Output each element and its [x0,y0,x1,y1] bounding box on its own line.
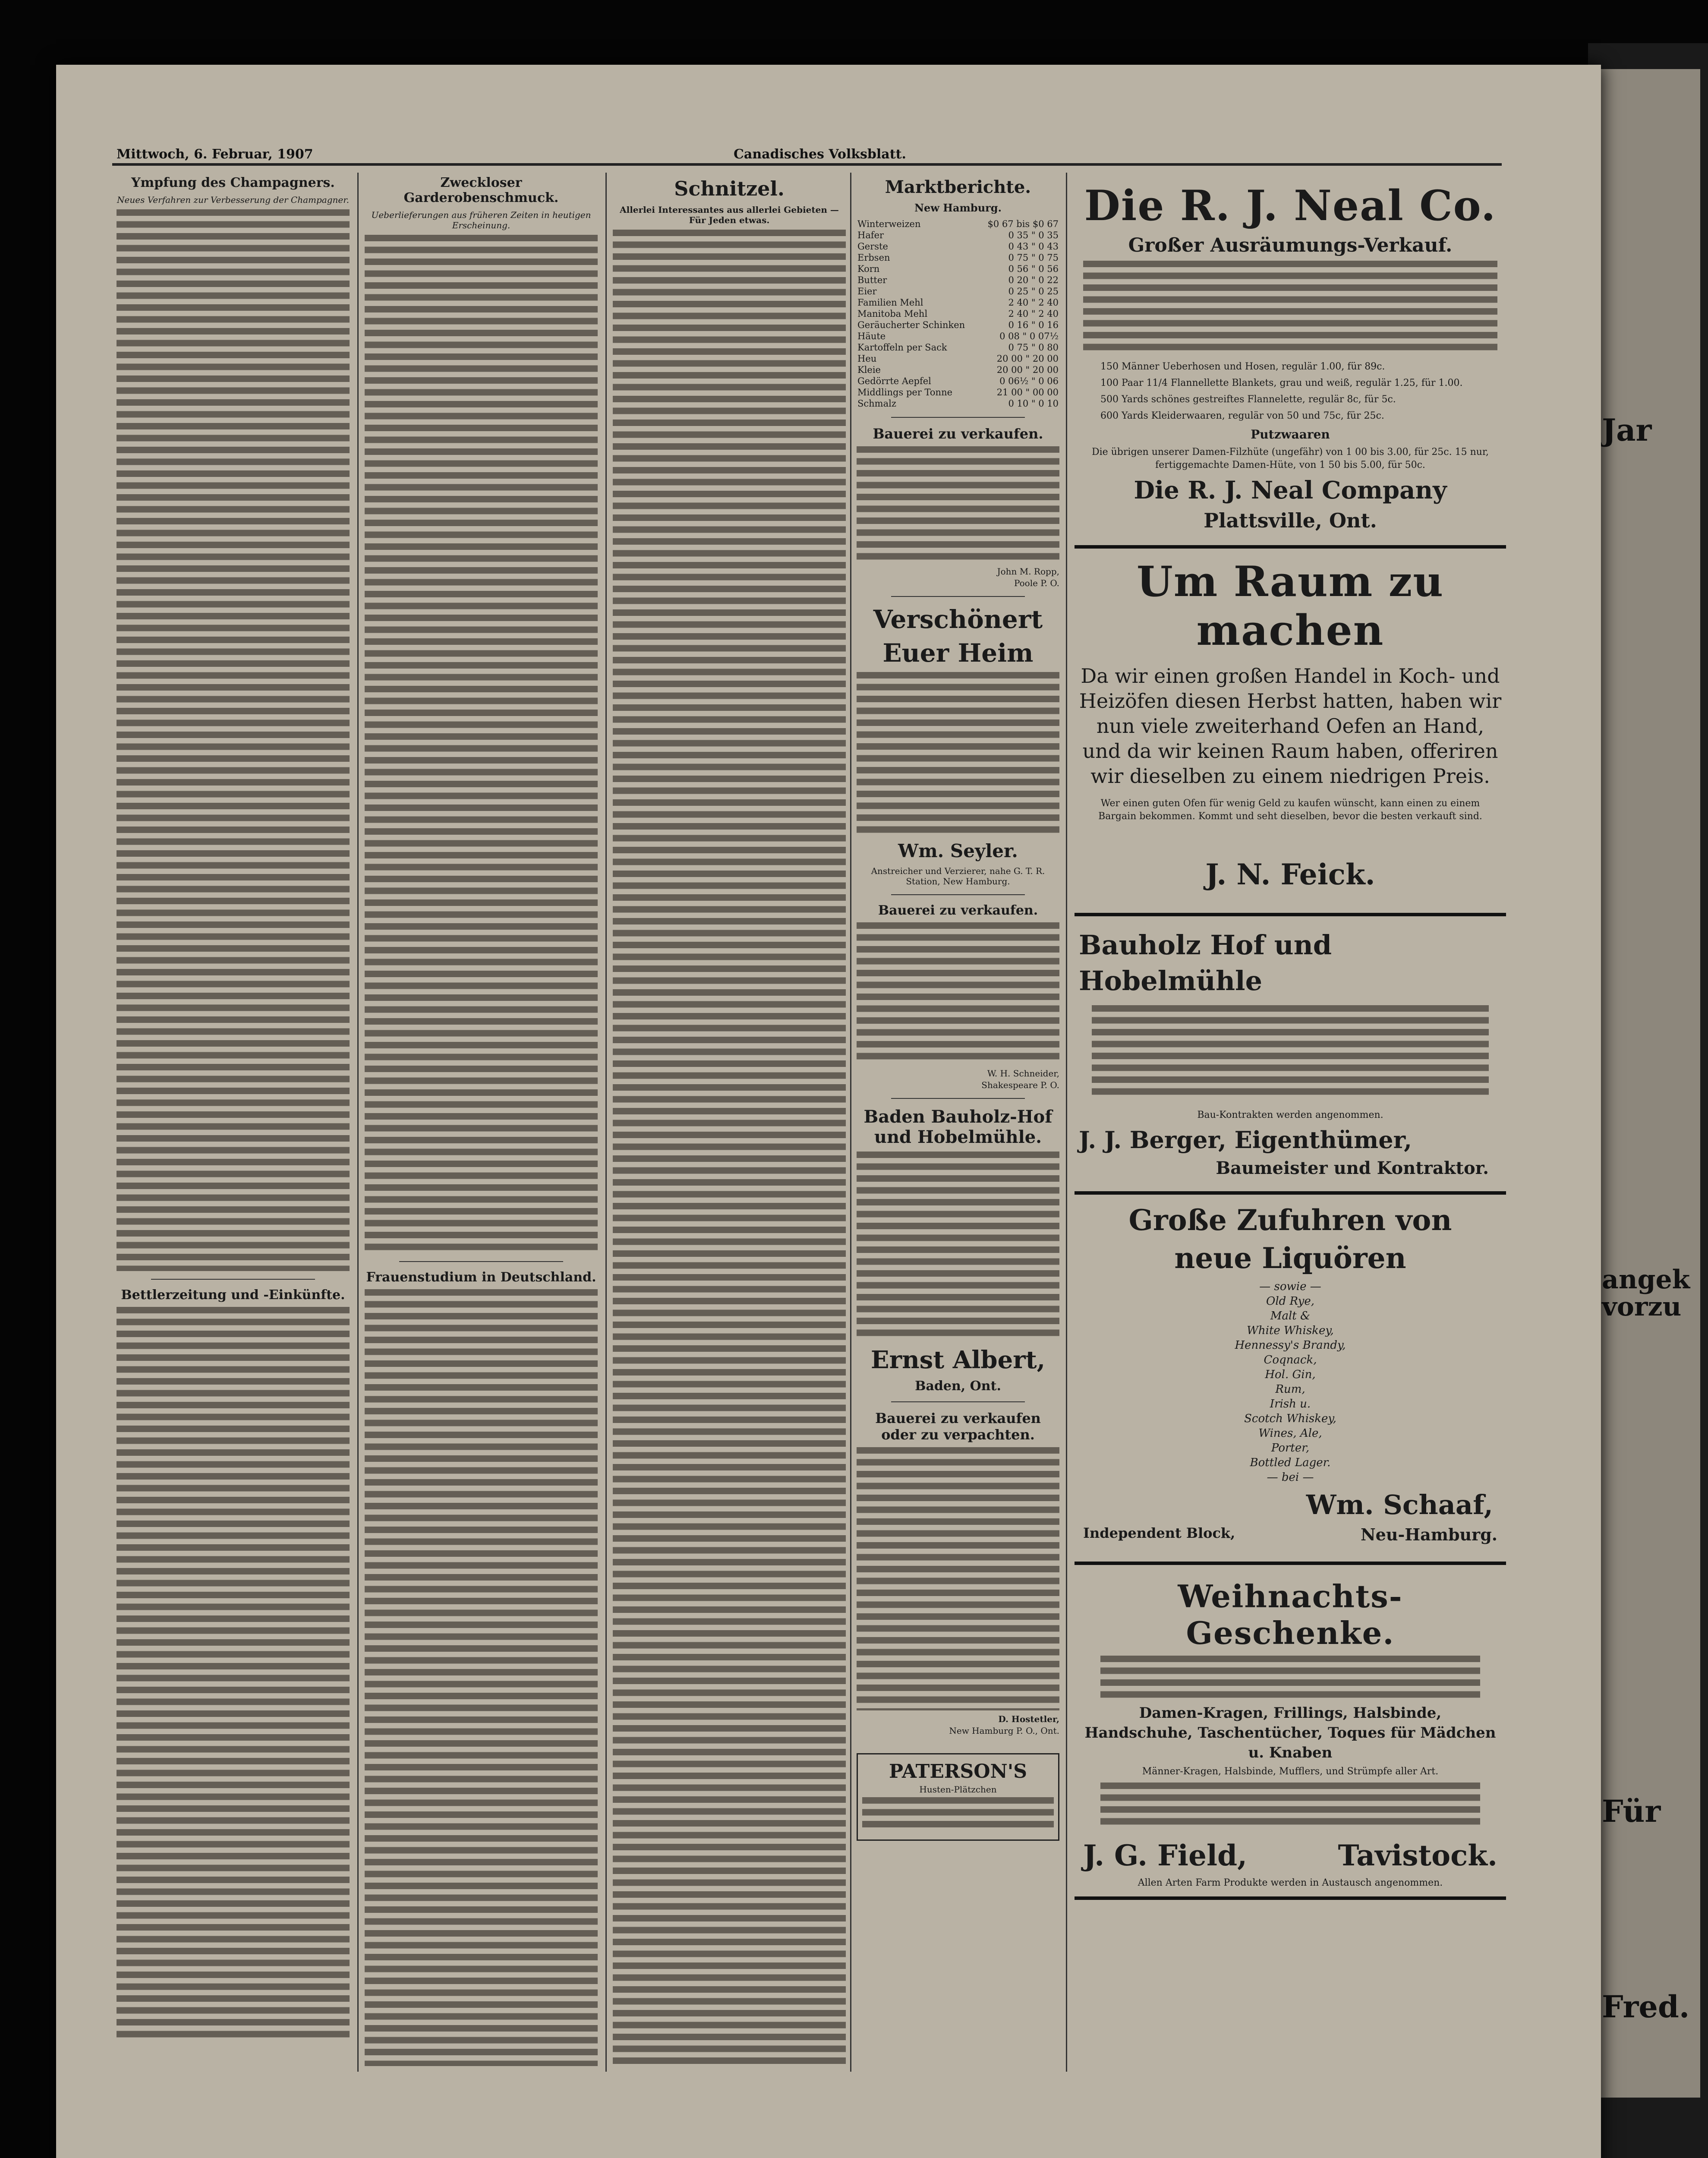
article-subheading: Neues Verfahren zur Verbesserung der Champagner. [117,195,349,205]
field-signature: J. G. Field, [1083,1839,1248,1872]
market-row [857,308,1059,319]
edge-text-3: Für [1602,1793,1661,1829]
issue-date: Mittwoch, 6. Februar, 1907 [117,147,313,162]
neal-putz-line: Die übrigen unserer Damen-Filzhüte (ungefähr) von 1 00 bis 3.00, für 25c. 15 nur, fertiggemachte Damen-Hüte, von 1 50 bis 5.00, für 50c. [1091,447,1489,470]
article-body [117,1307,350,2041]
edge-text-4: Fred. [1602,1989,1690,2025]
schaaf-footer [1083,1525,1497,1544]
feick-small: Wer einen guten Ofen für wenig Geld zu kaufen wünscht, kann einen zu einem Bargain bekommen. Kommt und seht dieselben, bevor die besten verkauft sind. [1098,798,1482,822]
market-value: 2 40 " 2 40 [1008,297,1059,308]
ad-heading: Bauerei zu verkaufen oder zu verpachten. [875,1410,1041,1443]
ad-body [857,446,1059,563]
market-item: Heu [857,353,877,364]
schaaf-block: Independent Block, [1083,1525,1235,1541]
schaaf-bei: — bei — [1267,1471,1314,1484]
article-heading: Schnitzel. [674,177,785,200]
market-table [857,218,1059,409]
field-body [1100,1656,1480,1699]
article-body [117,209,350,1271]
article-body [365,1289,598,2066]
market-row [857,241,1059,252]
feick-title: Um Raum zu machen [1136,557,1444,655]
ad-headline: Baden Bauholz-Hof und Hobelmühle. [863,1107,1053,1147]
market-item: Korn [857,264,880,274]
column-1 [117,173,350,2098]
market-row [857,353,1059,364]
liquor-item: Malt & [1270,1309,1311,1322]
market-row [857,263,1059,274]
field-signature-row [1083,1839,1497,1872]
market-value: 21 00 " 00 00 [996,387,1059,398]
market-row [857,319,1059,331]
schaaf-name: Wm. Schaaf, [1306,1489,1493,1521]
ad-place: Baden, Ont. [915,1379,1001,1394]
ad-small: Anstreicher und Verzierer, nahe G. T. R. Station, New Hamburg. [871,866,1045,887]
ad-name: Ernst Albert, [870,1346,1046,1374]
neal-place: Plattsville, Ont. [1204,509,1377,532]
market-row [857,252,1059,263]
market-value: 20 00 " 20 00 [996,365,1059,375]
column-2 [365,173,598,2098]
market-item: Familien Mehl [857,297,923,308]
ad-heading: Bauerei zu verkaufen. [878,903,1038,918]
patersons-brand: PATERSON'S [889,1760,1027,1783]
column-5 [1075,173,1506,2098]
article-body [613,230,846,2064]
feick-signature: J. N. Feick. [1205,858,1375,891]
patersons-sub: Husten-Plätzchen [919,1784,997,1795]
berger-small: Bau-Kontrakten werden angenommen. [1197,1110,1383,1120]
market-value: 2 40 " 2 40 [1008,309,1059,319]
article-body [365,235,598,1253]
berger-body [1092,1005,1489,1100]
neal-title: Die R. J. Neal Co. [1084,181,1497,230]
column-4 [857,173,1059,2098]
market-value: 0 10 " 0 10 [1008,398,1059,409]
market-value: 20 00 " 20 00 [996,353,1059,364]
neal-item: 600 Yards Kleiderwaaren, regulär von 50 und 75c, für 25c. [1100,410,1384,421]
column-rule [850,173,851,2072]
market-row [857,398,1059,409]
ad-headline: Verschönert [873,605,1043,634]
schaaf-ad [1075,1191,1506,1549]
market-item: Häute [857,331,886,341]
ad-body [857,922,1059,1065]
article-subheading: Ueberlieferungen aus früheren Zeiten in heutigen Erscheinung. [371,210,591,230]
liquor-item: Rum, [1275,1383,1305,1396]
column-rule [1066,173,1067,2072]
market-value: 0 20 " 0 22 [1008,275,1059,285]
market-item: Geräucherter Schinken [857,320,965,330]
schaaf-title-2: neue Liquören [1174,1241,1406,1275]
ad-place: Poole P. O. [1014,578,1059,588]
market-value: 0 35 " 0 35 [1008,230,1059,240]
liquor-item: White Whiskey, [1247,1324,1334,1337]
liquor-item: Wines, Ale, [1258,1427,1322,1440]
market-row [857,364,1059,375]
separator [891,894,1025,895]
field-place: Tavistock. [1338,1839,1497,1872]
market-value: 0 43 " 0 43 [1008,241,1059,252]
berger-title-2: Hobelmühle [1079,965,1263,997]
separator [891,596,1025,597]
edge-text-1: Jar [1602,412,1652,448]
field-title: Weihnachts-Geschenke. [1178,1578,1403,1651]
neal-body [1083,261,1497,356]
market-item: Kartoffeln per Sack [857,342,947,353]
market-title: Marktberichte. [885,177,1031,197]
field-line-2: Männer-Kragen, Halsbinde, Mufflers, und Strümpfe aller Art. [1142,1766,1439,1777]
separator [891,1401,1025,1402]
adjacent-page-strip [1597,69,1700,2098]
ad-body [857,672,1059,836]
market-item: Hafer [857,230,884,240]
neal-item: 150 Männer Ueberhosen und Hosen, regulär 1.00, für 89c. [1100,361,1385,372]
feick-text: Da wir einen großen Handel in Koch- und Heizöfen diesen Herbst hatten, haben wir nun viele zweiterhand Oefen an Hand, und da wir keinen Raum haben, offeriren wir dieselben zu einem niedrigen Preis. [1079,664,1502,788]
edge-text-2: angek vorzu [1602,1264,1690,1322]
market-item: Kleie [857,365,881,375]
separator [399,1261,563,1262]
liquor-item: Porter, [1271,1442,1310,1454]
market-row [857,297,1059,308]
schaaf-sowie: — sowie — [1259,1280,1321,1293]
separator [891,1098,1025,1099]
feick-ad [1075,545,1506,916]
ad-body [862,1797,1054,1832]
neal-footer: Die R. J. Neal Company [1134,476,1447,505]
column-rule [605,173,607,2072]
ad-name: Wm. Seyler. [898,840,1018,861]
market-row [857,286,1059,297]
market-item: Eier [857,286,877,297]
ad-body [857,1152,1059,1341]
column-3 [613,173,846,2098]
ad-signature: W. H. Schneider, [987,1068,1059,1079]
market-row [857,274,1059,286]
schaaf-place: Neu-Hamburg. [1360,1525,1497,1544]
market-item: Schmalz [857,398,896,409]
market-item: Gerste [857,241,888,252]
market-item: Gedörrte Aepfel [857,376,931,386]
market-row [857,218,1059,230]
market-row [857,375,1059,387]
separator [151,1279,315,1280]
header-rule [112,163,1502,166]
market-item: Middlings per Tonne [857,387,953,398]
berger-role: Baumeister und Kontraktor. [1216,1158,1489,1178]
market-row [857,230,1059,241]
article-heading: Zweckloser Garderobenschmuck. [403,175,559,205]
liquor-list [1075,1294,1506,1470]
article-subheading: Allerlei Interessantes aus allerlei Gebieten — Für Jeden etwas. [620,205,839,225]
separator [891,417,1025,418]
article-heading: Frauenstudium in Deutschland. [366,1270,596,1285]
market-value: 0 06½ " 0 06 [999,376,1059,386]
berger-signature: J. J. Berger, Eigenthümer, [1079,1126,1412,1154]
market-item: Winterweizen [857,219,921,229]
market-item: Butter [857,275,887,285]
liquor-item: Irish u. [1270,1398,1311,1410]
market-item: Manitoba Mehl [857,309,928,319]
market-value: $0 67 bis $0 67 [987,219,1059,229]
market-row [857,387,1059,398]
berger-title-1: Bauholz Hof und [1079,929,1332,961]
neal-item: 100 Paar 11/4 Flannellette Blankets, grau und weiß, regulär 1.25, für 1.00. [1100,378,1463,388]
paper-title: Canadisches Volksblatt. [734,147,906,162]
market-place: New Hamburg. [914,202,1002,214]
schaaf-title-1: Große Zufuhren von [1128,1203,1452,1237]
article-heading: Ympfung des Champagners. [131,175,335,190]
market-value: 0 75 " 0 75 [1008,252,1059,263]
liquor-item: Scotch Whiskey, [1244,1412,1336,1425]
ad-place: New Hamburg P. O., Ont. [949,1726,1059,1736]
neal-subtitle: Großer Ausräumungs-Verkauf. [1128,234,1453,256]
patersons-ad [857,1753,1059,1841]
article-heading: Bettlerzeitung und -Einkünfte. [121,1287,345,1303]
column-rule [357,173,359,2072]
ad-place: Shakespeare P. O. [981,1080,1059,1090]
ad-signature: John M. Ropp, [997,566,1059,577]
ad-headline: Euer Heim [882,638,1034,668]
liquor-item: Bottled Lager. [1250,1456,1331,1469]
ad-signature: D. Hostetler, [998,1714,1059,1724]
market-row [857,331,1059,342]
liquor-item: Coqnack, [1264,1353,1317,1366]
liquor-item: Hol. Gin, [1265,1368,1316,1381]
field-footer: Allen Arten Farm Produkte werden in Austausch angenommen. [1138,1877,1443,1888]
field-ad [1075,1562,1506,1900]
market-item: Erbsen [857,252,890,263]
neal-putz-heading: Putzwaaren [1251,427,1330,442]
market-value: 0 16 " 0 16 [1008,320,1059,330]
ad-body [857,1447,1059,1710]
market-row [857,342,1059,353]
market-value: 0 75 " 0 80 [1008,342,1059,353]
market-value: 0 08 " 0 07½ [999,331,1059,341]
market-value: 0 56 " 0 56 [1008,264,1059,274]
ad-heading: Bauerei zu verkaufen. [873,426,1043,442]
liquor-item: Old Rye, [1266,1295,1314,1308]
neal-item: 500 Yards schönes gestreiftes Flannelette, regulär 8c, für 5c. [1100,394,1396,405]
market-value: 0 25 " 0 25 [1008,286,1059,297]
field-body [1100,1783,1480,1826]
field-line-1: Damen-Kragen, Frillings, Halsbinde, Handschuhe, Taschentücher, Toques für Mädchen u. Knaben [1084,1704,1496,1761]
liquor-item: Hennessy's Brandy, [1235,1339,1346,1352]
